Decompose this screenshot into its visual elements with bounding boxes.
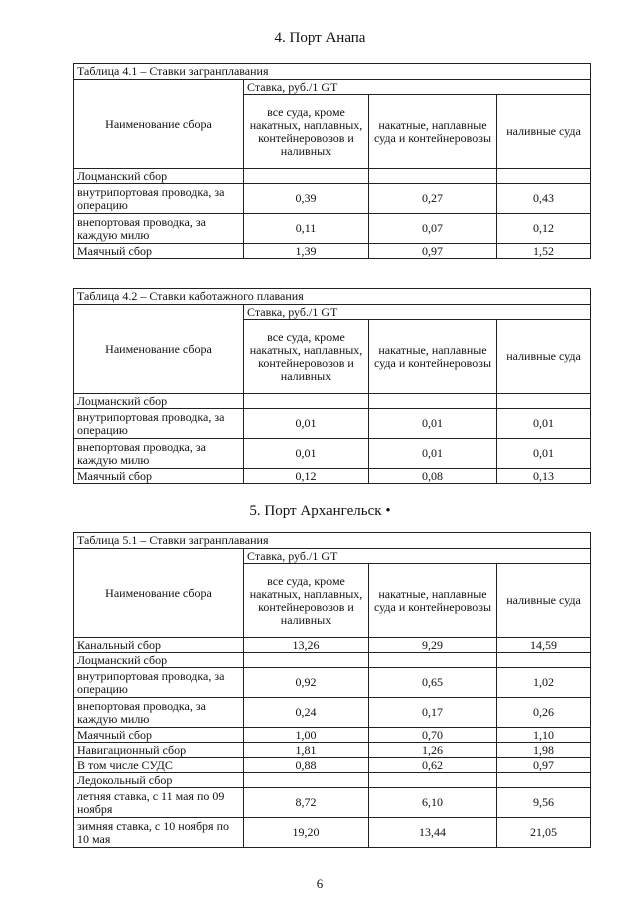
cell-value: 8,72	[244, 788, 369, 818]
section-heading-port-anapa: 4. Порт Анапа	[274, 30, 366, 46]
cell-value: 0,70	[369, 728, 497, 743]
table-row	[74, 244, 591, 259]
cell-value: 0,12	[244, 469, 369, 484]
column-header-all-vessels: все суда, кроме накатных, наплавных, контейнеровозов и наливных	[244, 320, 369, 394]
row-name: Лоцманский сбор	[74, 394, 244, 409]
row-name: внепортовая проводка, за каждую милю	[74, 214, 244, 244]
table-row	[74, 788, 591, 818]
cell-value: 0,07	[369, 214, 497, 244]
row-name: Навигационный сбор	[74, 743, 244, 758]
cell-value: 6,10	[369, 788, 497, 818]
cell-value: 1,52	[497, 244, 591, 259]
row-name: внутрипортовая проводка, за операцию	[74, 409, 244, 439]
column-header-tankers: наливные суда	[497, 564, 591, 638]
cell-value: 1,00	[244, 728, 369, 743]
table-row	[74, 469, 591, 484]
cell-value: 0,24	[244, 698, 369, 728]
cell-value: 0,01	[369, 409, 497, 439]
table-row	[74, 758, 591, 773]
cell-value: 1,26	[369, 743, 497, 758]
column-group-rate: Ставка, руб./1 GT	[244, 549, 591, 564]
cell-value: 0,26	[497, 698, 591, 728]
cell-value	[369, 394, 497, 409]
table-row	[74, 668, 591, 698]
cell-value	[497, 394, 591, 409]
table-row	[74, 653, 591, 668]
table-row	[74, 638, 591, 653]
row-name: внутрипортовая проводка, за операцию	[74, 184, 244, 214]
row-name: внепортовая проводка, за каждую милю	[74, 439, 244, 469]
cell-value: 21,05	[497, 818, 591, 848]
cell-value: 0,11	[244, 214, 369, 244]
cell-value: 1,81	[244, 743, 369, 758]
cell-value: 0,01	[369, 439, 497, 469]
row-name: Лоцманский сбор	[74, 653, 244, 668]
table-4-1	[73, 63, 591, 259]
row-name: Маячный сбор	[74, 728, 244, 743]
cell-value: 0,17	[369, 698, 497, 728]
row-name: Ледокольный сбор	[74, 773, 244, 788]
row-name: летняя ставка, с 11 мая по 09 ноября	[74, 788, 244, 818]
cell-value	[369, 653, 497, 668]
cell-value: 14,59	[497, 638, 591, 653]
cell-value: 1,10	[497, 728, 591, 743]
cell-value	[369, 773, 497, 788]
cell-value	[497, 653, 591, 668]
table-5-1	[73, 532, 591, 848]
column-header-tankers: наливные суда	[497, 320, 591, 394]
table-row	[74, 169, 591, 184]
row-name: Лоцманский сбор	[74, 169, 244, 184]
table-row	[74, 818, 591, 848]
cell-value: 0,97	[369, 244, 497, 259]
section-heading-port-arkhangelsk: 5. Порт Архангельск •	[249, 503, 391, 519]
cell-value	[244, 773, 369, 788]
row-name: В том числе СУДС	[74, 758, 244, 773]
column-header-all-vessels: все суда, кроме накатных, наплавных, контейнеровозов и наливных	[244, 95, 369, 169]
cell-value: 0,01	[497, 409, 591, 439]
cell-value: 1,02	[497, 668, 591, 698]
cell-value: 0,01	[244, 409, 369, 439]
cell-value	[244, 169, 369, 184]
table-row	[74, 394, 591, 409]
cell-value: 0,97	[497, 758, 591, 773]
table-row	[74, 743, 591, 758]
cell-value: 9,56	[497, 788, 591, 818]
cell-value: 0,43	[497, 184, 591, 214]
table-caption: Таблица 5.1 – Ставки загранплавания	[74, 533, 591, 549]
column-group-rate: Ставка, руб./1 GT	[244, 305, 591, 320]
row-name: зимняя ставка, с 10 ноября по 10 мая	[74, 818, 244, 848]
column-header-name: Наименование сбора	[74, 549, 244, 638]
cell-value: 0,12	[497, 214, 591, 244]
table-row	[74, 728, 591, 743]
cell-value: 13,26	[244, 638, 369, 653]
cell-value: 0,65	[369, 668, 497, 698]
cell-value: 1,39	[244, 244, 369, 259]
column-header-ro-ro-container: накатные, наплавные суда и контейнеровозы	[369, 320, 497, 394]
cell-value: 0,92	[244, 668, 369, 698]
table-caption: Таблица 4.1 – Ставки загранплавания	[74, 64, 591, 80]
row-name: Маячный сбор	[74, 244, 244, 259]
table-caption: Таблица 4.2 – Ставки каботажного плавания	[74, 289, 591, 305]
column-header-name: Наименование сбора	[74, 305, 244, 394]
cell-value: 0,62	[369, 758, 497, 773]
cell-value: 0,13	[497, 469, 591, 484]
cell-value: 1,98	[497, 743, 591, 758]
table-row	[74, 773, 591, 788]
page-number: 6	[316, 876, 324, 891]
cell-value	[497, 773, 591, 788]
cell-value	[369, 169, 497, 184]
column-header-ro-ro-container: накатные, наплавные суда и контейнеровозы	[369, 564, 497, 638]
table-row	[74, 439, 591, 469]
column-header-ro-ro-container: накатные, наплавные суда и контейнеровозы	[369, 95, 497, 169]
row-name: внепортовая проводка, за каждую милю	[74, 698, 244, 728]
column-group-rate: Ставка, руб./1 GT	[244, 80, 591, 95]
table-row	[74, 184, 591, 214]
table-row	[74, 214, 591, 244]
column-header-name: Наименование сбора	[74, 80, 244, 169]
row-name: Канальный сбор	[74, 638, 244, 653]
table-row	[74, 698, 591, 728]
cell-value	[244, 394, 369, 409]
table-row	[74, 409, 591, 439]
cell-value: 0,27	[369, 184, 497, 214]
cell-value: 19,20	[244, 818, 369, 848]
column-header-all-vessels: все суда, кроме накатных, наплавных, контейнеровозов и наливных	[244, 564, 369, 638]
cell-value: 0,08	[369, 469, 497, 484]
cell-value: 0,01	[497, 439, 591, 469]
cell-value	[244, 653, 369, 668]
column-header-tankers: наливные суда	[497, 95, 591, 169]
cell-value	[497, 169, 591, 184]
cell-value: 13,44	[369, 818, 497, 848]
row-name: внутрипортовая проводка, за операцию	[74, 668, 244, 698]
cell-value: 0,01	[244, 439, 369, 469]
cell-value: 0,39	[244, 184, 369, 214]
row-name: Маячный сбор	[74, 469, 244, 484]
table-4-2	[73, 288, 591, 484]
cell-value: 9,29	[369, 638, 497, 653]
cell-value: 0,88	[244, 758, 369, 773]
